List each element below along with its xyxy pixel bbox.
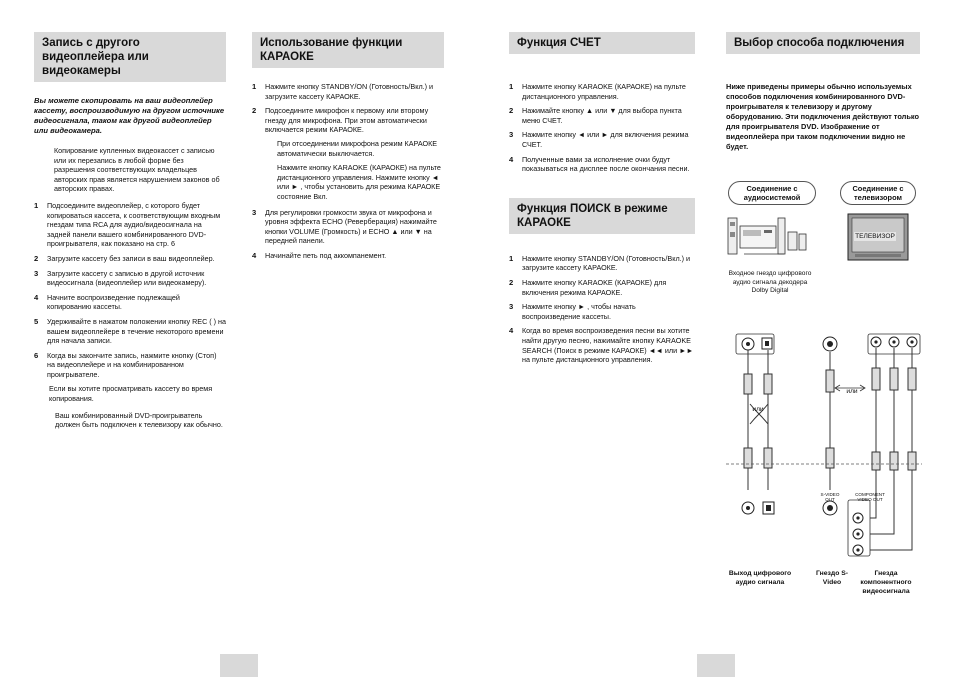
- player-component-out-icon: [848, 500, 870, 556]
- svideo-caption: Гнездо S-Video: [815, 570, 849, 586]
- tv-pill: Соединение с телевизором: [840, 181, 916, 205]
- copyright-note: Копирование купленных видеокассет с записью или их перезапись в любой форме без разрешения соответствующих владельцев авторских прав является нарушением законов об авторских правах.: [54, 146, 220, 194]
- column-karaoke: [252, 32, 444, 266]
- component-out-label: COMPONENT VIDEO OUT: [855, 492, 885, 502]
- tv-screen-label: ТЕЛЕВИЗОР: [855, 233, 895, 240]
- list-item: 2 Загрузите кассету без записи в ваш видеоплейер.: [34, 253, 215, 263]
- list-item: 1 Нажмите кнопку STANDBY/ON (Готовность/Вкл.) и загрузите кассету КАРАОКЕ.: [509, 253, 691, 273]
- page-number-tab-right: [697, 654, 735, 677]
- audio-system-icon: [728, 218, 806, 254]
- karaoke-steps: [252, 82, 444, 135]
- column-connections: [726, 32, 920, 152]
- list-item: 3 Нажмите кнопку ◄ или ► для включения режима СЧЕТ.: [509, 130, 689, 149]
- list-item: 2 Подсоедините микрофон к первому или второму гнезду для микрофона. При этом автоматически включается режим КАРАОКЕ.: [252, 106, 429, 135]
- list-item: 3 Загрузите кассету с записью в другой источник видеосигнала (видеоплейер или видеокамеру).: [34, 268, 207, 288]
- karaoke-remote-note: Нажмите кнопку KARAOKE (КАРАОКЕ) на пульте дистанционного управления. Нажмите кнопку ◄ или ► , чтобы установить для режима КАРАОКЕ состояние Вкл.: [277, 163, 441, 201]
- connection-diagram: [724, 178, 924, 598]
- column-recording: [34, 32, 226, 430]
- section-title-score: Функция СЧЕТ: [509, 32, 695, 54]
- list-item: 4 Когда во время воспроизведения песни вы хотите найти другую песню, нажимайте кнопку KARAOKE SEARCH (Поиск в режиме КАРАОКЕ) ◄◄ или ►► на пульте дистанционного управления.: [509, 326, 694, 365]
- player-svideo-out-icon: [823, 501, 837, 515]
- mic-disconnect-note: При отсоединении микрофона режим КАРАОКЕ автоматически выключается.: [277, 138, 438, 158]
- list-item: 4 Полученные вами за исполнение очки будут показываться на дисплее после окончания песни.: [509, 154, 690, 174]
- list-item: 4 Начинайте петь под аккомпанемент.: [252, 250, 387, 260]
- list-item: 4 Начните воспроизведение подлежащей копированию кассеты.: [34, 292, 180, 312]
- recording-steps: [34, 201, 226, 380]
- column-score-search: [509, 32, 695, 370]
- or-label-2: или: [846, 388, 858, 395]
- tv-connection-note: Ваш комбинированный DVD-проигрыватель должен быть подключен к телевизору как обычно.: [55, 410, 223, 430]
- karaoke-steps-2: [252, 208, 444, 261]
- list-item: 1 Нажмите кнопку KARAOKE (КАРАОКЕ) на пульте дистанционного управления.: [509, 82, 686, 101]
- list-item: 3 Нажмите кнопку ► , чтобы начать воспроизведение кассеты.: [509, 302, 636, 321]
- svideo-out-label: S-VIDEO OUT: [820, 492, 840, 502]
- list-item: 3 Для регулировки громкости звука от микрофона и уровня эффекта ECHO (Реверберация) нажимайте кнопки VOLUME (Громкость) и ECHO ▲ или ▼ на передней панели.: [252, 207, 437, 246]
- diagram-graphics: [724, 178, 924, 598]
- or-label-1: или: [752, 406, 764, 413]
- page-number-tab-left: [220, 654, 258, 677]
- digital-out-caption: Выход цифрового аудио сигнала: [728, 570, 792, 586]
- list-item: 2 Нажмите кнопку KARAOKE (КАРАОКЕ) для включения режима КАРАОКЕ.: [509, 277, 667, 297]
- audio-system-pill: Соединение с аудиосистемой: [728, 181, 816, 205]
- list-item: 1 Подсоедините видеоплейер, с которого будет копироваться кассета, к соответствующим входным гнездам типа RCA для аудио/видеосигнала на задней панели вашего комбинированного DVD-проигрывателя, как показано на стр. 6: [34, 200, 221, 249]
- list-item: 6 Когда вы закончите запись, нажмите кнопку (Стоп) на видеоплейере и на комбинированном проигрывателе.: [34, 350, 217, 379]
- score-steps: [509, 82, 695, 174]
- section-title-karaoke: Использование функции КАРАОКЕ: [252, 32, 444, 68]
- decoder-input-caption: Входное гнездо цифрового аудио сигнала декодера Dolby Digital: [728, 270, 812, 295]
- section-title-search: Функция ПОИСК в режиме КАРАОКЕ: [509, 198, 695, 234]
- recording-intro: Вы можете скопировать на ваш видеоплейер кассету, воспроизводимую на другом источнике видеосигнала, таком как другой видеоплейер или видеокамера.: [34, 96, 225, 135]
- cables: [744, 348, 916, 550]
- list-item: 1 Нажмите кнопку STANDBY/ON (Готовность/Вкл.) и загрузите кассету КАРАОКЕ.: [252, 82, 434, 101]
- player-digital-out-jacks-icon: [742, 502, 774, 514]
- section-title-connections: Выбор способа подключения: [726, 32, 920, 54]
- section-title-recording: Запись с другого видеоплейера или видеокамеры: [34, 32, 226, 82]
- copy-watch-note: Если вы хотите просматривать кассету во время копирования.: [49, 384, 213, 404]
- search-steps: [509, 254, 695, 365]
- list-item: 5 Удерживайте в нажатом положении кнопку REC ( ) на вашем видеоплейере в течение некоторого времени для начала записи.: [34, 316, 227, 346]
- connections-intro: Ниже приведены примеры обычно используемых способов подключения комбинированного DVD-проигрывателя к телевизору и другому оборудованию. Эти подключения действуют только для проигрывателя DVD. Изображение от видеоплейера при таком подключении видно не будет.: [726, 82, 920, 151]
- tv-svideo-jack-icon: [823, 337, 837, 351]
- component-caption: Гнезда компонентного видеосигнала: [860, 570, 912, 595]
- list-item: 2 Нажимайте кнопку ▲ или ▼ для выбора пункта меню СЧЕТ.: [509, 106, 682, 125]
